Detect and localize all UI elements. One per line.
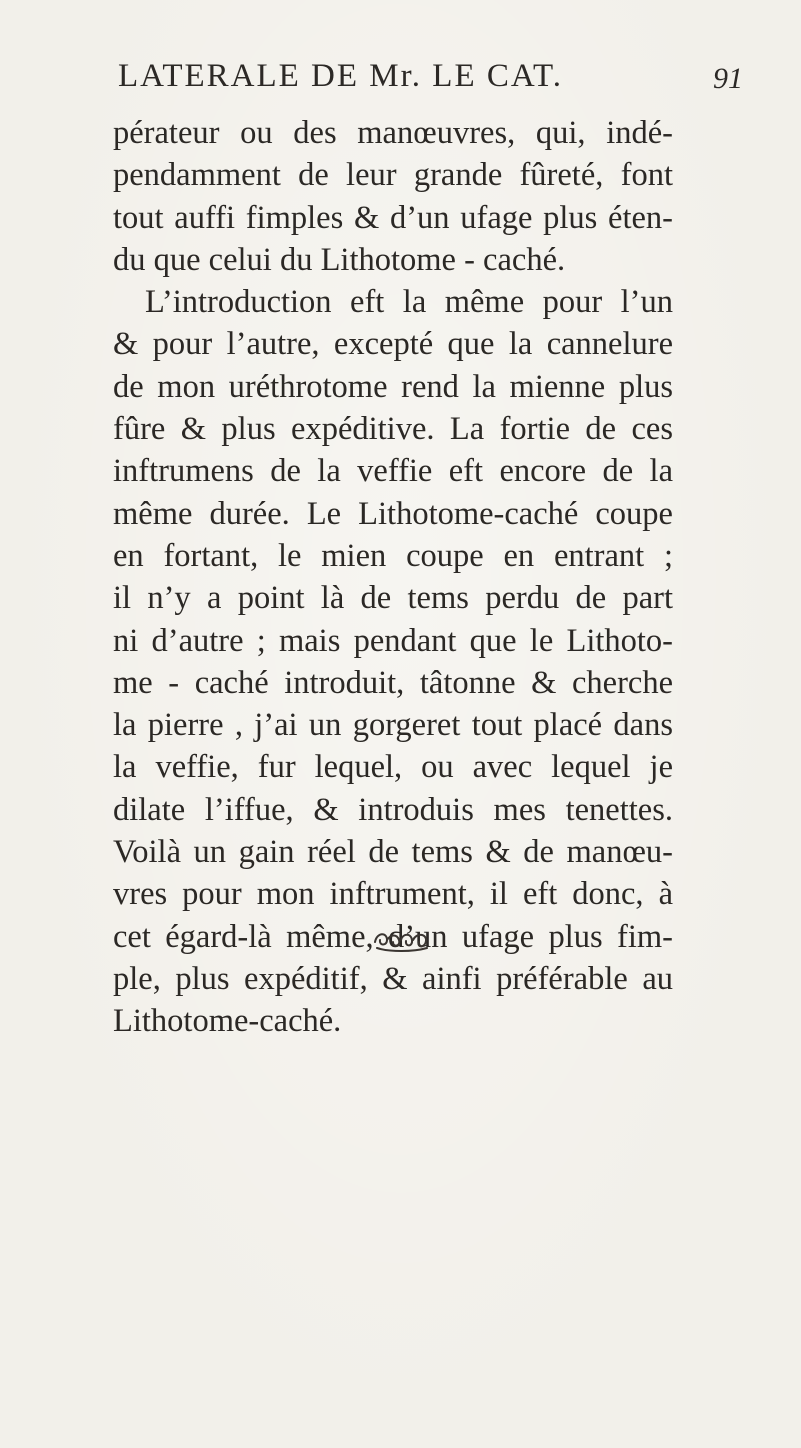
page-number: 91	[713, 62, 743, 95]
text-line: ple, plus expéditif, & ainfi préférable au	[113, 960, 673, 997]
text-line: il n’y a point là de tems perdu de part	[113, 580, 673, 617]
text-line: vres pour mon inftrument, il eft donc, à	[113, 876, 673, 913]
text-line: en fortant, le mien coupe en entrant ;	[113, 537, 673, 574]
text-line: fûre & plus expéditive. La fortie de ces	[113, 411, 673, 448]
text-line: du que celui du Lithotome - caché.	[113, 241, 566, 278]
text-line: la veffie, fur lequel, ou avec lequel je	[113, 749, 673, 786]
text-line: L’introduction eft la même pour l’un	[145, 284, 673, 321]
text-line: ni d’autre ; mais pendant que le Lithoto-	[113, 622, 673, 659]
text-line: tout auffi fimples & d’un ufage plus éten-	[113, 199, 673, 236]
text-line: même durée. Le Lithotome-caché coupe	[113, 495, 673, 532]
printer-flourish-ornament-icon	[371, 928, 431, 954]
text-line: cet égard-là même, d’un ufage plus fim-	[113, 918, 673, 955]
text-line: dilate l’iffue, & introduis mes tenettes.	[113, 791, 673, 828]
text-line: & pour l’autre, excepté que la cannelure	[113, 326, 673, 363]
text-line: me - caché introduit, tâtonne & cherche	[113, 664, 673, 701]
running-head: LATERALE DE Mr. LE CAT.	[118, 58, 564, 94]
text-line: pérateur ou des manœuvres, qui, indé-	[113, 115, 673, 151]
text-line: pendamment de leur grande fûreté, font	[113, 157, 673, 194]
body-text	[113, 112, 673, 1043]
text-line: Lithotome-caché.	[113, 1003, 342, 1040]
text-line: inftrumens de la veffie eft encore de la	[113, 453, 673, 490]
text-line: Voilà un gain réel de tems & de manœu-	[113, 834, 673, 871]
text-line: de mon uréthrotome rend la mienne plus	[113, 368, 673, 405]
text-line: la pierre , j’ai un gorgeret tout placé dans	[113, 707, 673, 744]
